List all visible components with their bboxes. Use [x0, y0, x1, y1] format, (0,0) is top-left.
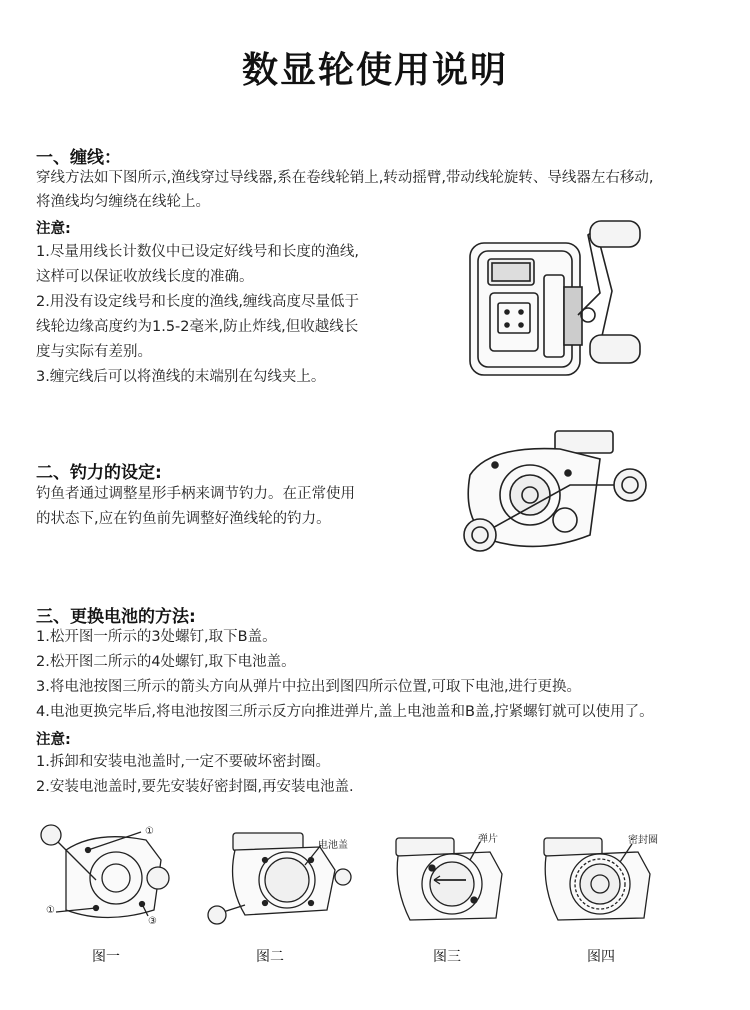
- figure-1-label: ①: [145, 826, 154, 837]
- figure-4-caption: 图四: [587, 949, 615, 965]
- section2-line: 的状态下,应在钓鱼前先调整好渔线轮的钓力。: [36, 511, 331, 527]
- section3-line: 4.电池更换完毕后,将电池按图三所示反方向推进弹片,盖上电池盖和B盖,拧紧螺钉就可以使用了。: [36, 704, 654, 720]
- section3-line: 2.松开图二所示的4处螺钉,取下电池盖。: [36, 654, 296, 670]
- reel-front-illustration: [460, 215, 660, 385]
- section1-note-label: 注意:: [36, 221, 71, 237]
- figure-1-label: ③: [148, 916, 157, 927]
- section3-note: 2.安装电池盖时,要先安装好密封圈,再安装电池盖.: [36, 779, 354, 795]
- section2-heading: 二、钓力的设定:: [36, 463, 162, 483]
- section1-line: 穿线方法如下图所示,渔线穿过导线器,系在卷线轮销上,转动摇臂,带动线轮旋转、导线器左右移动,: [36, 170, 654, 186]
- figure-2-label: 电池盖: [318, 840, 348, 851]
- page-title: 数显轮使用说明: [241, 50, 508, 91]
- section1-note: 1.尽量用线长计数仪中已设定好线号和长度的渔线,: [36, 244, 359, 260]
- section1-note: 线轮边缘高度约为1.5-2毫米,防止炸线,但收越线长: [36, 319, 359, 335]
- section3-line: 3.将电池按图三所示的箭头方向从弹片中拉出到图四所示位置,可取下电池,进行更换。: [36, 679, 582, 695]
- figure-1-label: ①: [46, 905, 55, 916]
- section1-note: 2.用没有设定线号和长度的渔线,缠线高度尽量低于: [36, 294, 359, 310]
- section3-note: 1.拆卸和安装电池盖时,一定不要破坏密封圈。: [36, 754, 330, 770]
- figure-3-caption: 图三: [433, 949, 461, 965]
- figure-3-label: 弹片: [478, 834, 498, 845]
- section1-note: 3.缠完线后可以将渔线的末端别在勾线夹上。: [36, 369, 326, 385]
- section3-heading: 三、更换电池的方法:: [36, 607, 196, 627]
- figure-1: [36, 820, 176, 930]
- figure-2-caption: 图二: [256, 949, 284, 965]
- section1-note: 这样可以保证收放线长度的准确。: [36, 269, 254, 285]
- section3-line: 1.松开图一所示的3处螺钉,取下B盖。: [36, 629, 277, 645]
- figure-4-label: 密封圈: [628, 835, 658, 846]
- section1-note: 度与实际有差别。: [36, 344, 152, 360]
- section1-line: 将渔线均匀缠绕在线轮上。: [36, 194, 210, 210]
- figure-1-caption: 图一: [92, 949, 120, 965]
- reel-side-illustration: [450, 425, 650, 565]
- section1-heading: 一、缠线：: [36, 148, 121, 168]
- section2-line: 钓鱼者通过调整星形手柄来调节钓力。在正常使用: [36, 486, 355, 502]
- section3-note-label: 注意:: [36, 732, 71, 748]
